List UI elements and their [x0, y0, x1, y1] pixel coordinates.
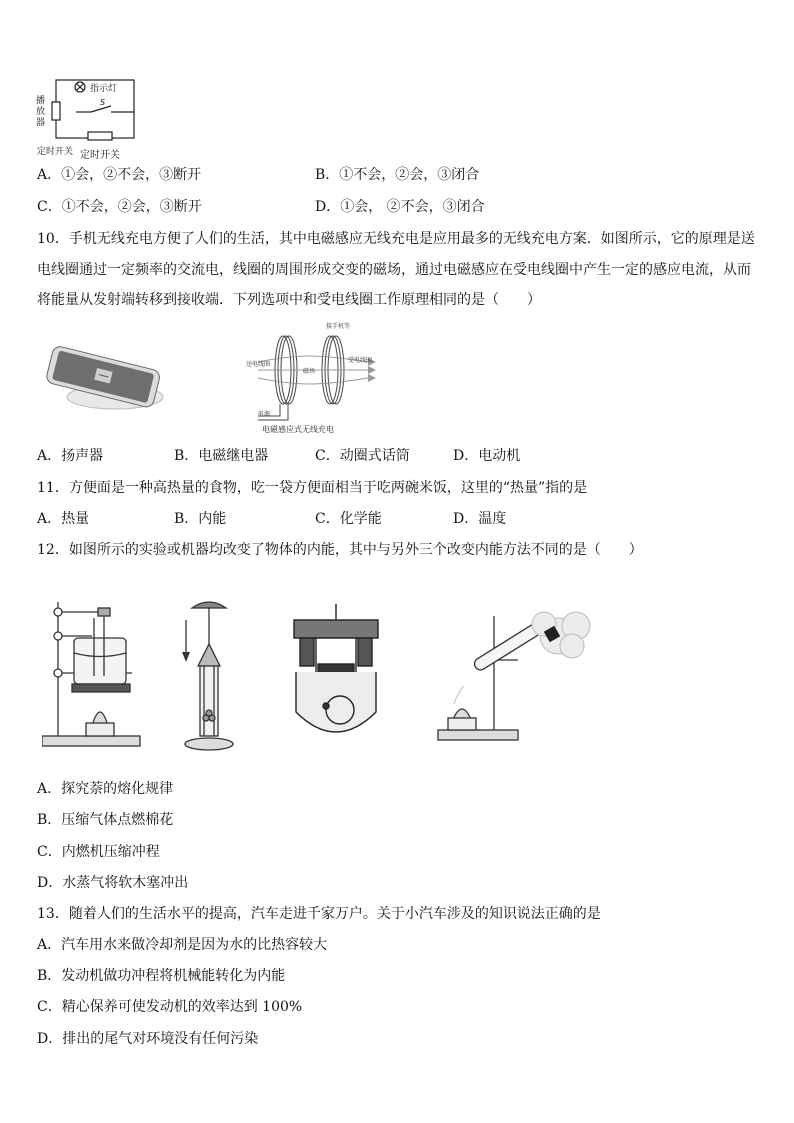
q10-option-a[interactable]: A．扬声器 — [37, 448, 104, 464]
field-label: 磁场 — [303, 368, 316, 375]
q9-option-d[interactable]: D．①会， ②不会，③闭合 — [315, 199, 485, 215]
player-label: 播 放 器 — [36, 96, 46, 128]
q12-option-d[interactable]: D．水蒸气将软木塞冲出 — [37, 875, 189, 891]
q13-option-a[interactable]: A．汽车用水来做冷却剂是因为水的比热容较大 — [37, 937, 328, 953]
phone-label: 接手机等 — [326, 323, 351, 330]
q13-option-b[interactable]: B．发动机做功冲程将机械能转化为内能 — [37, 968, 286, 984]
coils-caption: 电磁感应式无线充电 — [262, 425, 334, 434]
q13-stem: 13．随着人们的生活水平的提高，汽车走进千家万户。关于小汽车涉及的知识说法正确的是 — [37, 906, 601, 922]
q9-option-a[interactable]: A．①会，②不会，③断开 — [37, 167, 202, 183]
tx-coil-label: 送电线圈 — [246, 361, 271, 368]
q12-option-c[interactable]: C．内燃机压缩冲程 — [37, 844, 160, 860]
q11-option-d[interactable]: D．温度 — [453, 511, 507, 527]
q10-option-c[interactable]: C．动圈式话筒 — [315, 448, 410, 464]
steam-cork-test-tube-image — [436, 600, 600, 746]
air-compression-igniter-image — [178, 596, 238, 756]
wireless-charging-coils-figure — [228, 318, 388, 436]
q13-option-d[interactable]: D．排出的尾气对环境没有任何污染 — [37, 1031, 259, 1047]
timer-switch-label: 定时开关 — [37, 147, 74, 157]
switch-label: S — [100, 98, 106, 107]
q11-option-b[interactable]: B．内能 — [174, 511, 227, 527]
lamp-label: 指示灯 — [90, 84, 118, 94]
rx-coil-label: 受电线圈 — [348, 357, 373, 364]
q9-option-c[interactable]: C．①不会，②会，③断开 — [37, 199, 202, 215]
q13-option-c[interactable]: C．精心保养可使发动机的效率达到 100% — [37, 999, 303, 1015]
naphthalene-melting-apparatus-image — [42, 598, 142, 753]
engine-compression-stroke-image — [286, 602, 386, 750]
q12-stem: 12．如图所示的实验或机器均改变了物体的内能，其中与另外三个改变内能方法不同的是（ ） — [37, 542, 643, 558]
timer-caption: 定时开关 — [80, 150, 120, 161]
q12-option-a[interactable]: A．探究萘的熔化规律 — [37, 781, 174, 797]
q10-option-d[interactable]: D．电动机 — [453, 448, 521, 464]
q12-option-b[interactable]: B．压缩气体点燃棉花 — [37, 812, 174, 828]
q11-option-a[interactable]: A．热量 — [37, 511, 90, 527]
power-label: 电源 — [258, 411, 271, 418]
q10-stem: 10．手机无线充电方便了人们的生活，其中电磁感应无线充电是应用最多的无线充电方案．如图所示，它的原理是送电线圈通过一定频率的交流电，线圈的周围形成交变的磁场，通过电磁感应在受电线圈中产生一定的感应电流，从而将能量从发射端转移到接收端．下列选项中和受电线圈工作原理相同的是（ ） — [37, 231, 755, 308]
q11-option-c[interactable]: C．化学能 — [315, 511, 382, 527]
wireless-charger-phone-image — [40, 342, 165, 414]
q9-option-b[interactable]: B．①不会，②会，③闭合 — [315, 167, 480, 183]
q10-option-b[interactable]: B．电磁继电器 — [174, 448, 269, 464]
q11-stem: 11．方便面是一种高热量的食物，吃一袋方便面相当于吃两碗米饭，这里的“热量”指的是 — [37, 480, 588, 496]
